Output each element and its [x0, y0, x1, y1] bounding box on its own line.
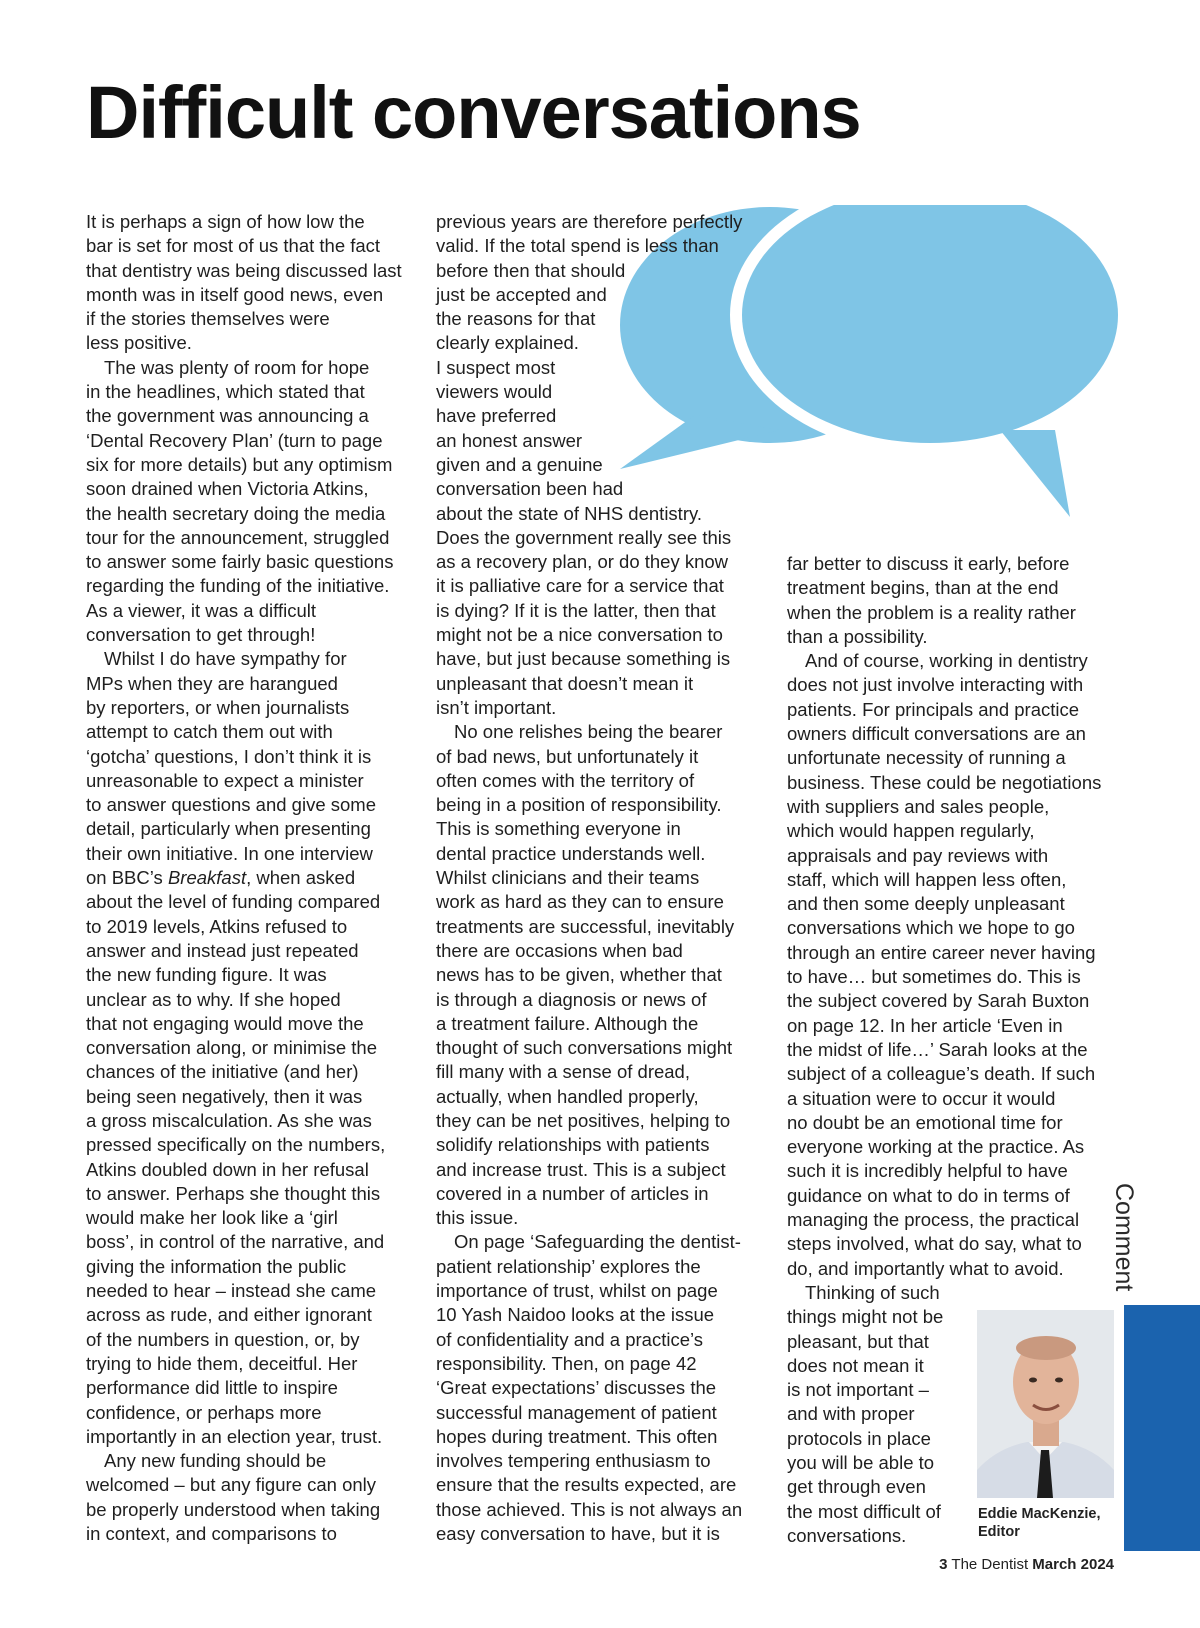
- text-line: bar is set for most of us that the fact: [86, 235, 381, 257]
- text-line: protocols in place: [787, 1427, 931, 1449]
- text-line: to answer some fairly basic questions: [86, 551, 394, 573]
- text-line: Any new funding should be: [104, 1450, 327, 1472]
- text-line: responsibility. Then, on page 42: [436, 1352, 697, 1374]
- text-line: patient relationship’ explores the: [436, 1255, 701, 1277]
- text-line: unreasonable to expect a minister: [86, 769, 364, 791]
- text-line: being in a position of responsibility.: [436, 794, 722, 816]
- text-run: on BBC’s: [86, 867, 168, 889]
- text-line: those achieved. This is not always an: [436, 1498, 743, 1520]
- text-line: far better to discuss it early, before: [787, 553, 1070, 574]
- text-line: is not important –: [787, 1379, 929, 1401]
- text-line: through an entire career never having: [787, 941, 1096, 963]
- text-line: across as rude, and either ignorant: [86, 1304, 372, 1326]
- text-line: unfortunate necessity of running a: [787, 747, 1066, 769]
- text-line: conversation along, or minimise the: [86, 1037, 378, 1059]
- text-line: thought of such conversations might: [436, 1037, 733, 1059]
- text-line: isn’t important.: [436, 696, 557, 718]
- text-line: As a viewer, it was a difficult: [86, 599, 316, 621]
- text-line: that not engaging would move the: [86, 1012, 364, 1034]
- text-line: The was plenty of room for hope: [104, 356, 370, 378]
- text-line: answer and instead just repeated: [86, 939, 359, 961]
- text-line: their own initiative. In one interview: [86, 842, 373, 864]
- programme-title: Breakfast: [167, 867, 247, 889]
- text-line: importance of trust, whilst on page: [436, 1280, 718, 1302]
- text-line: have, but just because something is: [436, 648, 731, 670]
- text-line: Whilst I do have sympathy for: [104, 648, 347, 670]
- text-line: fill many with a sense of dread,: [436, 1061, 690, 1083]
- text-line: 10 Yash Naidoo looks at the issue: [436, 1304, 715, 1326]
- text-line: to answer. Perhaps she thought this: [86, 1182, 381, 1204]
- text-line: needed to hear – instead she came: [86, 1280, 377, 1302]
- text-line: unpleasant that doesn’t mean it: [436, 672, 694, 694]
- text-line: ‘Dental Recovery Plan’ (turn to page: [86, 429, 383, 451]
- text-line: unclear as to why. If she hoped: [86, 988, 341, 1010]
- text-line: On page ‘Safeguarding the dentist-: [454, 1231, 741, 1253]
- text-line: MPs when they are harangued: [86, 672, 338, 694]
- text-line: No one relishes being the bearer: [454, 721, 723, 743]
- text-line: guidance on what to do in terms of: [787, 1184, 1070, 1206]
- text-line: dental practice understands well.: [436, 842, 706, 864]
- text-line: that dentistry was being discussed last: [86, 259, 402, 281]
- text-line: does not just involve interacting with: [787, 674, 1084, 696]
- text-line: hopes during treatment. This often: [436, 1425, 718, 1447]
- text-line: have preferred: [436, 405, 557, 427]
- text-line: boss’, in control of the narrative, and: [86, 1231, 385, 1253]
- text-line: an honest answer: [436, 429, 583, 451]
- text-line: of bad news, but unfortunately it: [436, 745, 699, 767]
- paragraph: [787, 552, 1117, 649]
- text-line: Thinking of such: [805, 1281, 940, 1303]
- text-line: conversations which we hope to go: [787, 917, 1075, 939]
- author-photo: [977, 1310, 1114, 1498]
- text-line: of the numbers in question, or, by: [86, 1328, 360, 1350]
- text-line: conversation to get through!: [86, 624, 316, 646]
- text-line: just be accepted and: [436, 283, 607, 305]
- text-line: covered in a number of articles in: [436, 1182, 709, 1204]
- text-line: conversations.: [787, 1524, 907, 1546]
- text-line: conversation been had: [436, 478, 624, 500]
- text-line: about the level of funding compared: [86, 891, 381, 913]
- text-line: the most difficult of: [787, 1500, 941, 1522]
- text-line: this issue.: [436, 1207, 519, 1229]
- text-line: attempt to catch them out with: [86, 721, 333, 743]
- text-line: staff, which will happen less often,: [787, 868, 1067, 890]
- text-line: viewers would: [436, 381, 553, 403]
- page-title: Difficult conversations: [86, 71, 861, 154]
- text-line: about the state of NHS dentistry.: [436, 502, 702, 524]
- text-line: [86, 866, 416, 890]
- text-line: often comes with the territory of: [436, 769, 695, 791]
- paragraph: [436, 210, 766, 720]
- text-line: month was in itself good news, even: [86, 283, 384, 305]
- text-line: than a possibility.: [787, 625, 928, 647]
- text-line: no doubt be an emotional time for: [787, 1111, 1063, 1133]
- text-line: easy conversation to have, but it is: [436, 1523, 720, 1545]
- text-line: Atkins doubled down in her refusal: [86, 1158, 369, 1180]
- paragraph: [86, 210, 416, 356]
- paragraph: [787, 649, 1117, 1281]
- page-footer: [939, 1556, 1114, 1573]
- text-line: to answer questions and give some: [86, 794, 377, 816]
- text-line: the government was announcing a: [86, 405, 369, 427]
- text-line: is dying? If it is the latter, then that: [436, 599, 716, 621]
- author-role: Editor: [978, 1524, 1020, 1540]
- text-line: regarding the funding of the initiative.: [86, 575, 390, 597]
- article-column-2: [436, 210, 766, 1546]
- page-number: 3: [939, 1556, 948, 1573]
- text-line: pleasant, but that: [787, 1330, 929, 1352]
- text-line: get through even: [787, 1476, 926, 1498]
- text-line: patients. For principals and practice: [787, 698, 1080, 720]
- text-line: managing the process, the practical: [787, 1209, 1080, 1231]
- text-line: work as hard as they can to ensure: [436, 891, 724, 913]
- text-line: tour for the announcement, struggled: [86, 526, 390, 548]
- text-line: things might not be: [787, 1306, 944, 1328]
- text-line: such it is incredibly helpful to have: [787, 1160, 1068, 1182]
- publication-name: The Dentist: [951, 1556, 1029, 1573]
- text-line: is through a diagnosis or news of: [436, 988, 707, 1010]
- text-line: Does the government really see this: [436, 526, 732, 548]
- paragraph: [436, 1230, 766, 1546]
- text-line: and increase trust. This is a subject: [436, 1158, 726, 1180]
- text-line: in the headlines, which stated that: [86, 381, 365, 403]
- article-column-1: [86, 210, 416, 1546]
- text-line: they can be net positives, helping to: [436, 1109, 731, 1131]
- text-line: in context, and comparisons to: [86, 1523, 337, 1545]
- text-line: chances of the initiative (and her): [86, 1061, 359, 1083]
- text-line: which would happen regularly,: [787, 820, 1035, 842]
- text-line: involves tempering enthusiasm to: [436, 1450, 711, 1472]
- text-line: with suppliers and sales people,: [787, 795, 1050, 817]
- text-line: business. These could be negotiations: [787, 771, 1102, 793]
- text-line: news has to be given, whether that: [436, 964, 722, 986]
- text-line: valid. If the total spend is less than: [436, 235, 719, 257]
- text-line: giving the information the public: [86, 1255, 347, 1277]
- text-line: six for more details) but any optimism: [86, 453, 393, 475]
- text-line: I suspect most: [436, 356, 556, 378]
- text-line: solidify relationships with patients: [436, 1134, 710, 1156]
- text-line: ensure that the results expected, are: [436, 1474, 737, 1496]
- text-line: trying to hide them, deceitful. Her: [86, 1352, 358, 1374]
- paragraph: [86, 1449, 416, 1546]
- text-line: soon drained when Victoria Atkins,: [86, 478, 369, 500]
- paragraph: [86, 647, 416, 1449]
- text-line: before then that should: [436, 259, 626, 281]
- text-line: treatments are successful, inevitably: [436, 915, 735, 937]
- text-line: a treatment failure. Although the: [436, 1012, 699, 1034]
- text-line: And of course, working in dentistry: [805, 650, 1088, 672]
- text-line: a gross miscalculation. As she was: [86, 1109, 372, 1131]
- author-caption: [978, 1505, 1138, 1541]
- text-line: being seen negatively, then it was: [86, 1085, 363, 1107]
- text-line: ‘gotcha’ questions, I don’t think it is: [86, 745, 372, 767]
- text-line: as a recovery plan, or do they know: [436, 551, 729, 573]
- text-line: might not be a nice conversation to: [436, 624, 723, 646]
- text-line: It is perhaps a sign of how low the: [86, 211, 365, 232]
- text-line: performance did little to inspire: [86, 1377, 338, 1399]
- text-line: subject of a colleague’s death. If such: [787, 1063, 1096, 1085]
- text-line: by reporters, or when journalists: [86, 696, 350, 718]
- front-bubble: [730, 205, 1120, 517]
- text-line: clearly explained.: [436, 332, 579, 354]
- text-line: a situation were to occur it would: [787, 1087, 1056, 1109]
- text-line: the reasons for that: [436, 308, 596, 330]
- text-line: Whilst clinicians and their teams: [436, 867, 700, 889]
- text-line: when the problem is a reality rather: [787, 601, 1076, 623]
- text-line: less positive.: [86, 332, 192, 354]
- issue-date: March 2024: [1032, 1556, 1114, 1573]
- text-line: there are occasions when bad: [436, 939, 683, 961]
- text-line: you will be able to: [787, 1451, 935, 1473]
- text-line: if the stories themselves were: [86, 308, 330, 330]
- text-line: and then some deeply unpleasant: [787, 893, 1065, 915]
- text-line: on page 12. In her article ‘Even in: [787, 1014, 1063, 1036]
- text-line: it is palliative care for a service that: [436, 575, 724, 597]
- text-line: appraisals and pay reviews with: [787, 844, 1049, 866]
- text-line: previous years are therefore perfectly: [436, 211, 743, 232]
- text-line: does not mean it: [787, 1354, 924, 1376]
- section-label: Comment: [1110, 1183, 1138, 1292]
- text-line: to 2019 levels, Atkins refused to: [86, 915, 348, 937]
- portrait-illustration: [977, 1310, 1114, 1498]
- text-line: treatment begins, than at the end: [787, 577, 1059, 599]
- text-line: steps involved, what do say, what to: [787, 1233, 1082, 1255]
- text-line: This is something everyone in: [436, 818, 681, 840]
- text-line: detail, particularly when presenting: [86, 818, 371, 840]
- text-line: to have… but sometimes do. This is: [787, 966, 1081, 988]
- section-tab: [1124, 1305, 1200, 1551]
- text-line: be properly understood when taking: [86, 1498, 381, 1520]
- text-line: everyone working at the practice. As: [787, 1136, 1085, 1158]
- text-line: given and a genuine: [436, 453, 603, 475]
- author-name: Eddie MacKenzie,: [978, 1506, 1101, 1522]
- text-line: the midst of life…’ Sarah looks at the: [787, 1038, 1088, 1060]
- paragraph: [86, 356, 416, 648]
- text-line: and with proper: [787, 1403, 915, 1425]
- text-line: pressed specifically on the numbers,: [86, 1134, 386, 1156]
- paragraph: [436, 720, 766, 1230]
- text-line: of confidentiality and a practice’s: [436, 1328, 704, 1350]
- text-line: importantly in an election year, trust.: [86, 1425, 383, 1447]
- text-line: the health secretary doing the media: [86, 502, 386, 524]
- text-line: the new funding figure. It was: [86, 964, 327, 986]
- text-line: actually, when handled properly,: [436, 1085, 699, 1107]
- text-line: confidence, or perhaps more: [86, 1401, 322, 1423]
- text-line: welcomed – but any figure can only: [86, 1474, 377, 1496]
- text-line: successful management of patient: [436, 1401, 717, 1423]
- text-line: the subject covered by Sarah Buxton: [787, 990, 1090, 1012]
- text-run: , when asked: [246, 867, 356, 889]
- text-line: do, and importantly what to avoid.: [787, 1257, 1064, 1279]
- text-line: owners difficult conversations are an: [787, 723, 1086, 745]
- text-line: would make her look like a ‘girl: [86, 1207, 338, 1229]
- text-line: ‘Great expectations’ discusses the: [436, 1377, 717, 1399]
